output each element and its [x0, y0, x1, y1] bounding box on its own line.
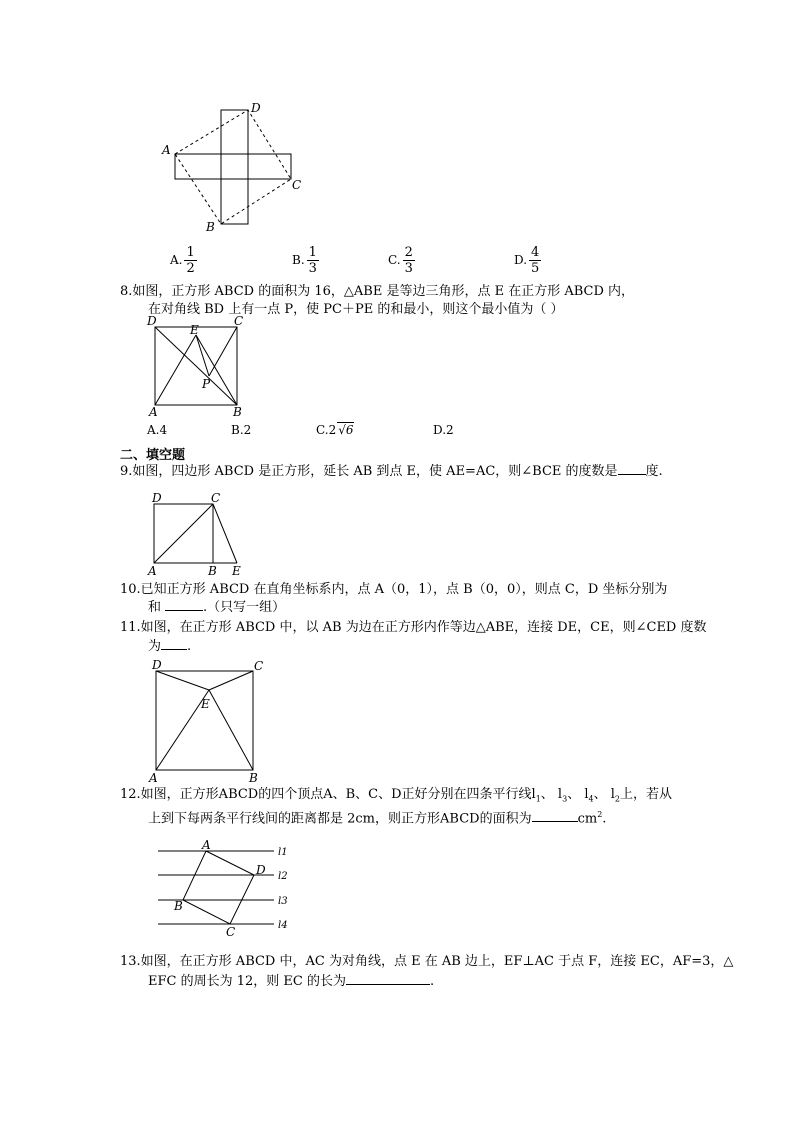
q9-text-before: 9.如图，四边形 ABCD 是正方形，延长 AB 到点 E，使 AE=AC，则∠BCE 的度数是 [120, 464, 618, 479]
q7-option-a-letter: A. [170, 253, 183, 267]
q12-line1-c: 、 l [567, 787, 589, 802]
q11-line2 [148, 638, 191, 656]
q11-line2-before: 为 [148, 639, 162, 654]
q7-option-c-num: 2 [404, 245, 413, 260]
q8-segment-cp [209, 327, 237, 376]
q8-label-d: D [147, 314, 157, 328]
q13-line2 [148, 973, 434, 991]
q12-square [183, 851, 254, 924]
q8-label-e: E [190, 323, 199, 337]
q12-line2-end: . [602, 811, 607, 827]
q9-label-e: E [232, 564, 241, 578]
q8-label-c: C [234, 314, 244, 328]
q8-segment-ae [155, 335, 196, 405]
q8-option-c-prefix: C.2 [316, 423, 337, 437]
q8-line1: 8.如图，正方形 ABCD 的面积为 16，△ABE 是等边三角形，点 E 在正方形 ABCD 内， [120, 284, 635, 299]
q12-line2-unit: cm [577, 811, 598, 827]
q8-figure [142, 312, 252, 424]
q10-line2-before: 和 [148, 600, 162, 615]
q12-label-a: A [202, 838, 211, 852]
q10-line2-after: .（只写一组） [203, 600, 286, 615]
q12-label-l1: l1 [278, 847, 288, 858]
q10-line2 [148, 599, 285, 617]
q10-line1: 10.已知正方形 ABCD 在直角坐标系内，点 A（0，1），点 B（0，0），则点 C，D 坐标分别为 [120, 582, 668, 597]
q8-segment-be [196, 335, 237, 405]
q7-label-b: B [206, 220, 215, 234]
q11-line1: 11.如图，在正方形 ABCD 中，以 AB 为边在正方形内作等边△ABE，连接 DE，CE，则∠CED 度数 [120, 620, 707, 635]
q11-segment-de [156, 671, 209, 690]
q12-line1-b: 、 l [540, 787, 563, 802]
q8-label-a: A [149, 405, 158, 419]
q11-label-a: A [149, 771, 158, 785]
q12-label-l4: l4 [278, 920, 288, 931]
q13-line1: 13.如图，在正方形 ABCD 中，AC 为对角线，点 E 在 AB 边上，EF⊥AC 于点 F，连接 EC，AF=3，△ [120, 954, 734, 969]
q7-option-b-den: 3 [308, 261, 317, 276]
q11-label-b: B [249, 771, 258, 785]
q13-line2-after: . [429, 974, 435, 989]
q9-label-a: A [148, 564, 157, 578]
q7-option-a [170, 245, 197, 276]
q7-option-d-num: 4 [531, 245, 540, 260]
q11-segment-ce [209, 671, 253, 690]
q11-figure [145, 656, 270, 786]
q9-label-d: D [152, 491, 162, 505]
q11-square [156, 671, 253, 770]
q8-option-c-radical: √6 [338, 423, 354, 437]
q12-figure [150, 835, 300, 940]
q8-option-a: A.4 [147, 423, 168, 437]
q9-text [120, 463, 663, 481]
q12-line2-sup: 2 [597, 810, 603, 819]
q7-dashed-square [175, 110, 291, 224]
q12-label-c: C [226, 925, 236, 939]
q7-option-c [388, 245, 415, 276]
q12-label-b: B [174, 899, 183, 913]
q11-label-c: C [254, 659, 264, 673]
q7-option-c-den: 3 [404, 261, 413, 276]
q7-option-d-letter: D. [514, 253, 528, 267]
q12-line1-d: 、 l [593, 787, 615, 802]
q12-line1-a: 12.如图，正方形ABCD的四个顶点A、B、C、D正好分别在四条平行线l [120, 787, 536, 802]
q8-line2: 在对角线 BD 上有一点 P，使 PC＋PE 的和最小，则这个最小值为（ ） [148, 302, 564, 317]
q12-line1-sub1: 1 [535, 794, 541, 804]
q11-label-e: E [201, 697, 210, 711]
q7-label-c: C [292, 178, 302, 192]
q11-line2-after: . [187, 639, 192, 654]
q7-label-d: D [251, 101, 261, 115]
q12-label-l3: l3 [278, 896, 288, 907]
q7-option-b [292, 245, 319, 276]
q12-answer-blank[interactable] [532, 821, 578, 822]
q13-line2-before: EFC 的周长为 12，则 EC 的长为 [148, 974, 346, 989]
q11-segment-be [209, 690, 253, 770]
q8-option-c-radicand: 6 [345, 423, 354, 437]
q7-figure [155, 95, 315, 240]
q7-option-a-den: 2 [186, 261, 195, 276]
q8-segment-ep [196, 335, 209, 376]
q7-option-a-num: 1 [186, 245, 195, 260]
q9-label-b: B [208, 564, 217, 578]
q7-option-b-letter: B. [292, 253, 305, 267]
q12-line2 [148, 806, 606, 828]
q8-option-d: D.2 [433, 423, 454, 437]
q7-option-d [514, 245, 541, 276]
q7-option-d-den: 5 [531, 261, 540, 276]
q8-option-c [316, 423, 354, 437]
q10-answer-blank[interactable] [165, 610, 203, 611]
q12-line1-sub4: 2 [614, 794, 620, 804]
q12-label-l2: l2 [278, 871, 288, 882]
q7-vertical-rect [221, 110, 248, 224]
q12-line1-e: 上，若从 [619, 787, 672, 802]
q9-segment-ce [213, 504, 237, 563]
q13-answer-blank[interactable] [346, 984, 430, 985]
q12-label-d: D [256, 863, 266, 877]
section-title-fill-in: 二、填空题 [120, 448, 186, 463]
q12-line2-before: 上到下每两条平行线间的距离都是 2cm，则正方形ABCD的面积为 [148, 811, 532, 827]
q8-label-p: P [202, 377, 211, 391]
q12-line1-sub3: 4 [588, 794, 594, 804]
q9-figure [142, 490, 252, 578]
q11-answer-blank[interactable] [161, 649, 187, 650]
q12-line1-sub2: 3 [562, 794, 568, 804]
q7-option-c-letter: C. [388, 253, 401, 267]
q8-option-b: B.2 [231, 423, 252, 437]
q9-answer-blank[interactable] [618, 474, 646, 475]
q8-label-b: B [233, 405, 242, 419]
q7-option-b-num: 1 [308, 245, 317, 260]
q9-label-c: C [211, 491, 221, 505]
q7-label-a: A [162, 143, 171, 157]
q8-diagonal-bd [155, 327, 237, 405]
q9-text-after: 度. [645, 464, 663, 479]
q7-horizontal-rect [175, 154, 291, 179]
q11-label-d: D [152, 658, 162, 672]
q9-diagonal-ac [154, 504, 213, 563]
